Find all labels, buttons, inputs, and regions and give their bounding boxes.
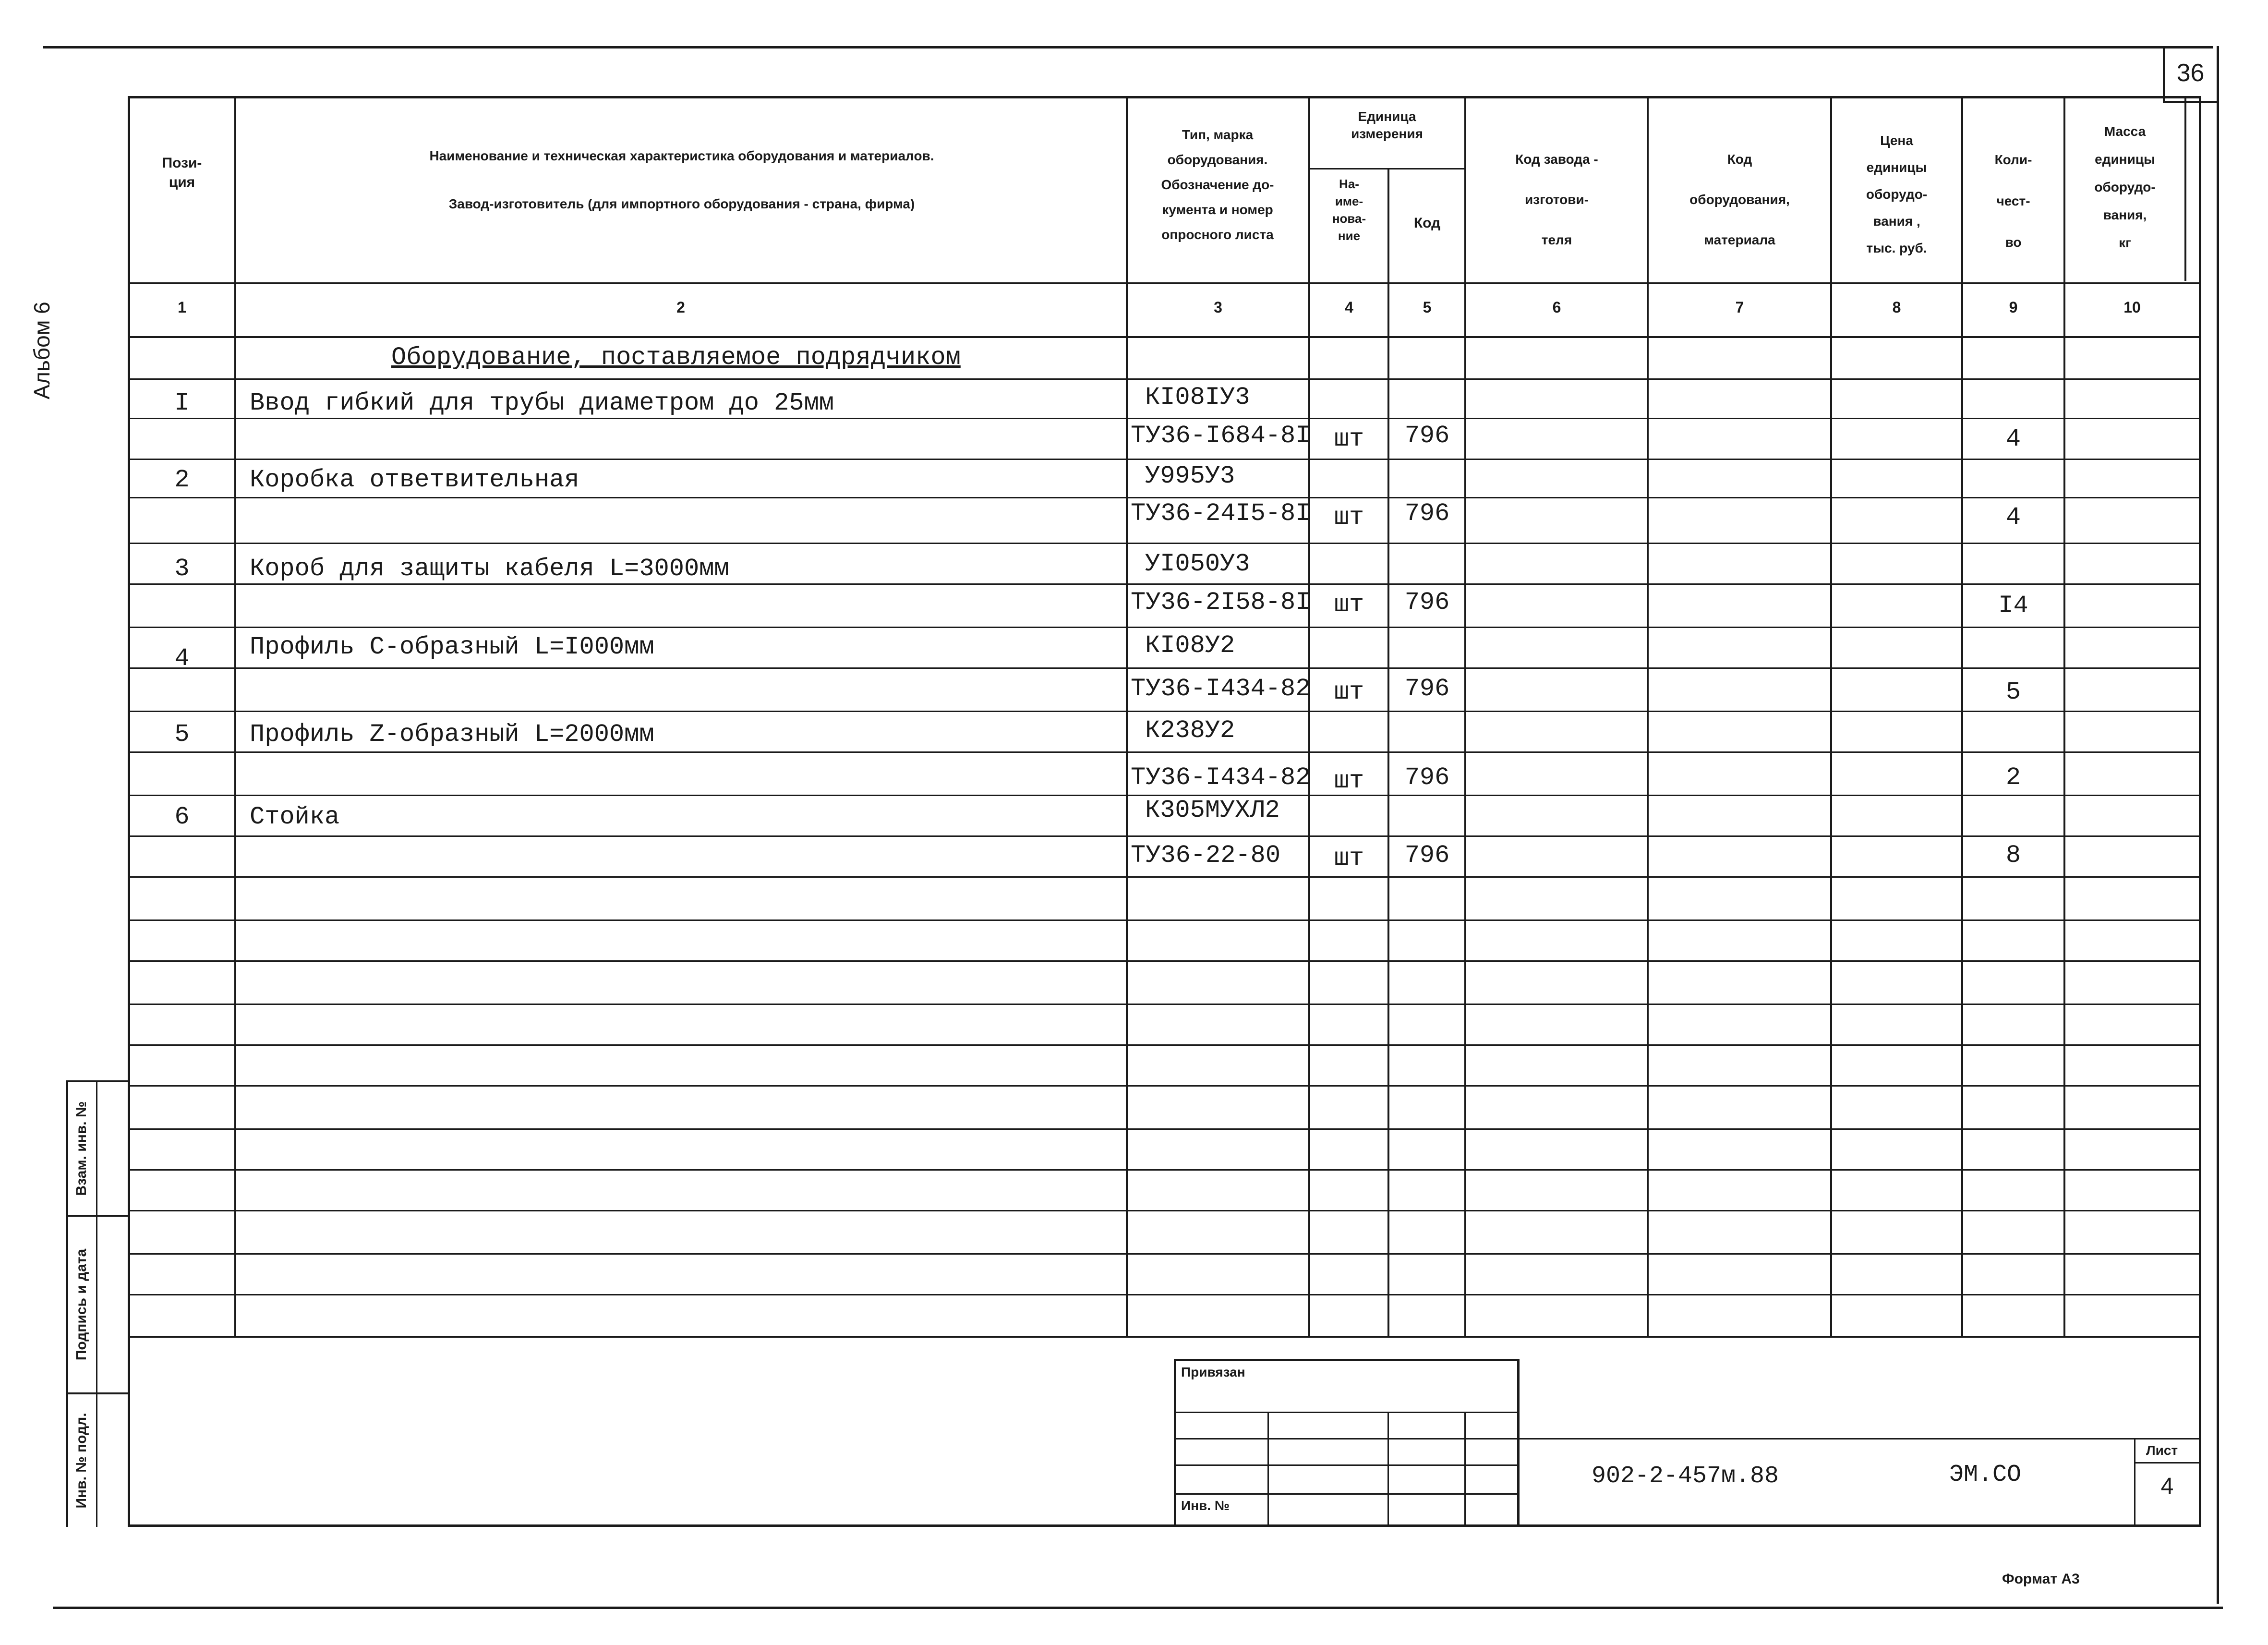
row-1-unit: шт (1334, 425, 1364, 453)
stamp-sheet-label: Лист (2146, 1443, 2178, 1458)
header-mass: Масса единицы оборудо- вания, кг (2094, 124, 2156, 250)
right-border (2217, 46, 2219, 1604)
row-4-doc: ТУ36-I434-82 (1131, 675, 1311, 703)
row-6-type: К305МУХЛ2 (1145, 796, 1280, 824)
col-num-4: 4 (1345, 299, 1353, 316)
col-num-7: 7 (1735, 299, 1744, 316)
row-5-qty: 2 (2005, 763, 2021, 792)
top-border (43, 46, 2213, 48)
row-2-doc: ТУ36-24I5-8I (1131, 499, 1311, 528)
col-num-9: 9 (2009, 299, 2018, 316)
row-2-qty: 4 (2005, 503, 2021, 532)
col-num-5: 5 (1423, 299, 1432, 316)
row-5-name: Профиль Z-образный L=2000мм (250, 720, 654, 749)
side-label-vzam: Взам. инв. № (73, 1101, 89, 1196)
header-price: Цена единицы оборудо- вания , тыс. руб. (1866, 133, 1928, 255)
row-5-type: К238У2 (1145, 716, 1235, 745)
row-2-position: 2 (174, 466, 190, 494)
stamp-inv-no: Инв. № (1181, 1498, 1230, 1513)
col-num-8: 8 (1892, 299, 1901, 316)
row-1-code: 796 (1404, 422, 1450, 450)
header-quantity: Коли- чест- во (1994, 152, 2032, 250)
row-4-code: 796 (1404, 675, 1450, 703)
stamp-doc-code: 902-2-457м.88 (1592, 1463, 1779, 1490)
row-4-position: 4 (174, 644, 190, 673)
row-5-position: 5 (174, 720, 190, 749)
header-position: Пози- ция (162, 155, 202, 190)
row-3-code: 796 (1404, 588, 1450, 617)
col-num-6: 6 (1552, 299, 1561, 316)
row-3-position: 3 (174, 555, 190, 583)
header-name-b: Завод-изготовитель (для импортного оборудования - страна, фирма) (448, 196, 915, 211)
page-number: 36 (2176, 59, 2205, 87)
header-factory-code: Код завода - изготови- теля (1515, 152, 1598, 247)
row-2-unit: шт (1334, 503, 1364, 532)
row-5-doc: ТУ36-I434-82 (1131, 763, 1311, 792)
row-4-name: Профиль С-образный L=I000мм (250, 633, 654, 661)
row-4-qty: 5 (2005, 678, 2021, 706)
header-unit: Единица измерения (1351, 109, 1423, 141)
row-6-name: Стойка (250, 803, 340, 831)
row-3-unit: шт (1334, 591, 1364, 619)
row-6-code: 796 (1404, 841, 1450, 870)
row-1-position: I (174, 389, 190, 417)
section-title: Оборудование, поставляемое подрядчиком (391, 343, 961, 372)
album-label: Альбом 6 (29, 302, 54, 399)
col-num-3: 3 (1214, 299, 1222, 316)
row-6-qty: 8 (2005, 841, 2021, 870)
side-label-podpis: Подпись и дата (73, 1248, 89, 1361)
row-3-type: УI050У3 (1145, 550, 1250, 578)
row-3-doc: ТУ36-2I58-8I (1131, 588, 1311, 617)
row-5-unit: шт (1334, 767, 1364, 795)
row-1-doc: ТУ36-I684-8I (1131, 422, 1311, 450)
header-type: Тип, марка оборудования. Обозначение до- кумента и номер опросного листа (1161, 127, 1274, 242)
format-label: Формат А3 (2002, 1571, 2080, 1587)
row-2-name: Коробка ответвительная (250, 466, 579, 494)
row-2-type: У995У3 (1145, 462, 1235, 490)
col-num-10: 10 (2123, 299, 2141, 316)
stamp-mark: ЭМ.СО (1949, 1461, 2022, 1488)
stamp-privyazan: Привязан (1181, 1365, 1245, 1379)
row-3-qty: I4 (1998, 592, 2028, 620)
header-name-a: Наименование и техническая характеристика оборудования и материалов. (429, 148, 934, 163)
header-equipment-code: Код оборудования, материала (1689, 152, 1790, 247)
header-unit-code: Код (1413, 215, 1441, 231)
row-1-type: КI08IУ3 (1145, 383, 1250, 411)
row-1-name: Ввод гибкий для трубы диаметром до 25мм (250, 389, 834, 417)
row-3-name: Короб для защиты кабеля L=3000мм (250, 555, 729, 583)
row-2-code: 796 (1404, 499, 1450, 528)
row-6-unit: шт (1334, 844, 1364, 872)
row-6-position: 6 (174, 803, 190, 831)
side-label-inv: Инв. № подл. (73, 1413, 89, 1509)
row-5-code: 796 (1404, 763, 1450, 792)
col-num-1: 1 (178, 299, 186, 316)
row-4-type: КI08У2 (1145, 631, 1235, 660)
col-num-2: 2 (676, 299, 685, 316)
row-1-qty: 4 (2005, 425, 2021, 453)
stamp-sheet-no: 4 (2160, 1474, 2174, 1499)
row-6-doc: ТУ36-22-80 (1131, 841, 1281, 870)
row-4-unit: шт (1334, 678, 1364, 706)
header-unit-name: На- име- нова- ние (1332, 177, 1366, 243)
bottom-border (53, 1607, 2223, 1609)
